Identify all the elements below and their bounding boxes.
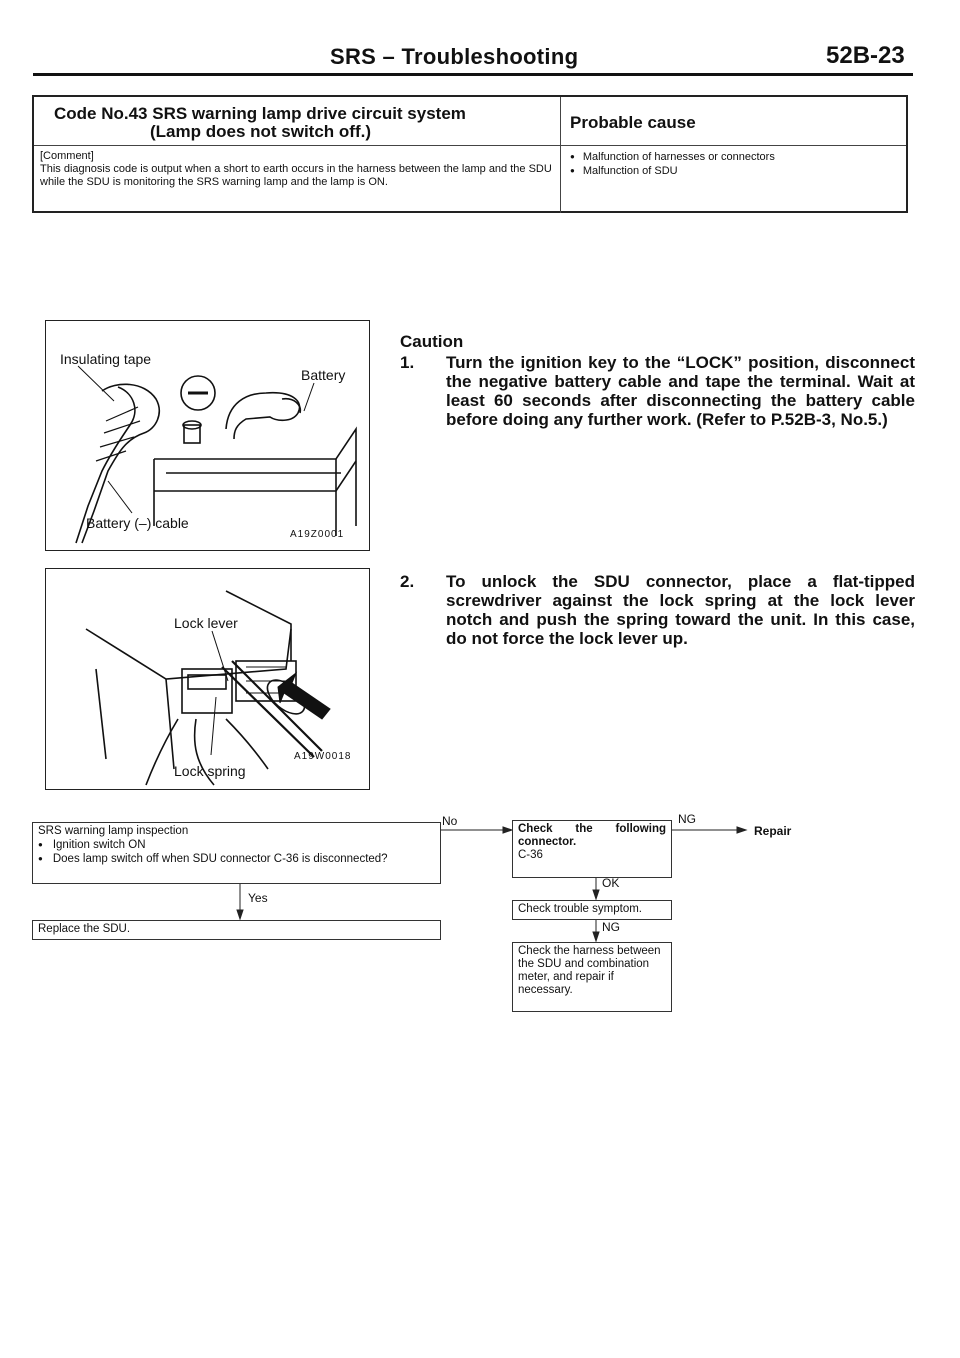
troubleshooting-flowchart — [0, 800, 960, 1030]
label-battery: Battery — [301, 367, 346, 383]
check-connector-line: connector. — [518, 836, 577, 848]
step-text: To unlock the SDU connector, place a flat-tipped screwdriver against the lock spring at the lock lever notch and push the spring toward the unit. In this case, do not force the lock lever up. — [446, 572, 915, 648]
replace-sdu-text: Replace the SDU. — [38, 923, 131, 935]
check-harness-text: Check the harness between the SDU and combination meter, and repair if necessary. — [518, 945, 661, 996]
label-battery-cable: Battery (–) cable — [86, 515, 189, 531]
code-title: Code No.43 SRS warning lamp drive circuit system — [54, 104, 466, 123]
step-text: Turn the ignition key to the “LOCK” position, disconnect the negative battery cable and tape the terminal. Wait at least 60 seconds after disconnecting the battery cable before doing any further work. (Refer to P.52B-3, No.5.) — [446, 353, 915, 429]
page-number: 52B-23 — [826, 42, 905, 69]
comment-text: This diagnosis code is output when a short to earth occurs in the harness between the lamp and the SDU while the SDU is monitoring the SRS warning lamp and the lamp is ON. — [40, 163, 552, 188]
comment-label: [Comment] — [40, 150, 94, 162]
code-subtitle: (Lamp does not switch off.) — [150, 122, 371, 141]
check-connector-line: Check the following — [518, 823, 666, 835]
check-trouble-box — [512, 900, 672, 920]
repair-label: Repair — [754, 824, 792, 838]
caution-step-2 — [400, 572, 915, 648]
page-header — [0, 0, 960, 90]
probable-cause-list — [570, 150, 775, 178]
caution-block — [400, 332, 915, 429]
label-insulating-tape: Insulating tape — [60, 351, 152, 367]
comment-cell — [40, 150, 554, 189]
sdu-connector-figure — [45, 568, 370, 790]
step-number: 1. — [400, 353, 415, 372]
probable-cause-heading: Probable cause — [570, 113, 696, 132]
check-trouble-text: Check trouble symptom. — [518, 903, 642, 915]
step-number: 2. — [400, 572, 415, 591]
cause-item: ● Malfunction of harnesses or connectors — [570, 150, 775, 164]
diagnosis-code-table — [32, 95, 908, 213]
replace-sdu-box — [32, 920, 441, 940]
connector-code: C-36 — [518, 849, 543, 861]
caution-step-1 — [400, 353, 915, 429]
branch-label-ng: NG — [602, 920, 620, 934]
inspection-title: SRS warning lamp inspection — [38, 825, 189, 837]
branch-label-ok: OK — [602, 876, 620, 890]
cause-item: ● Malfunction of SDU — [570, 164, 775, 178]
check-connector-box — [512, 820, 672, 878]
figure-code: A19W0018 — [294, 751, 352, 762]
inspection-item: ● Ignition switch ON — [38, 838, 435, 852]
battery-figure — [45, 320, 370, 551]
label-lock-lever: Lock lever — [174, 615, 238, 631]
inspection-item: ● Does lamp switch off when SDU connector C-36 is disconnected? — [38, 852, 435, 866]
branch-label-ng: NG — [678, 812, 696, 826]
header-rule — [33, 73, 913, 76]
branch-label-yes: Yes — [248, 891, 268, 905]
check-harness-box — [512, 942, 672, 1012]
table-divider — [560, 97, 561, 213]
figure-code: A19Z0001 — [290, 529, 345, 540]
page-title: SRS – Troubleshooting — [330, 44, 579, 69]
caution-heading: Caution — [400, 332, 464, 351]
label-lock-spring: Lock spring — [174, 763, 246, 779]
branch-label-no: No — [442, 814, 458, 828]
inspection-box — [32, 822, 441, 884]
